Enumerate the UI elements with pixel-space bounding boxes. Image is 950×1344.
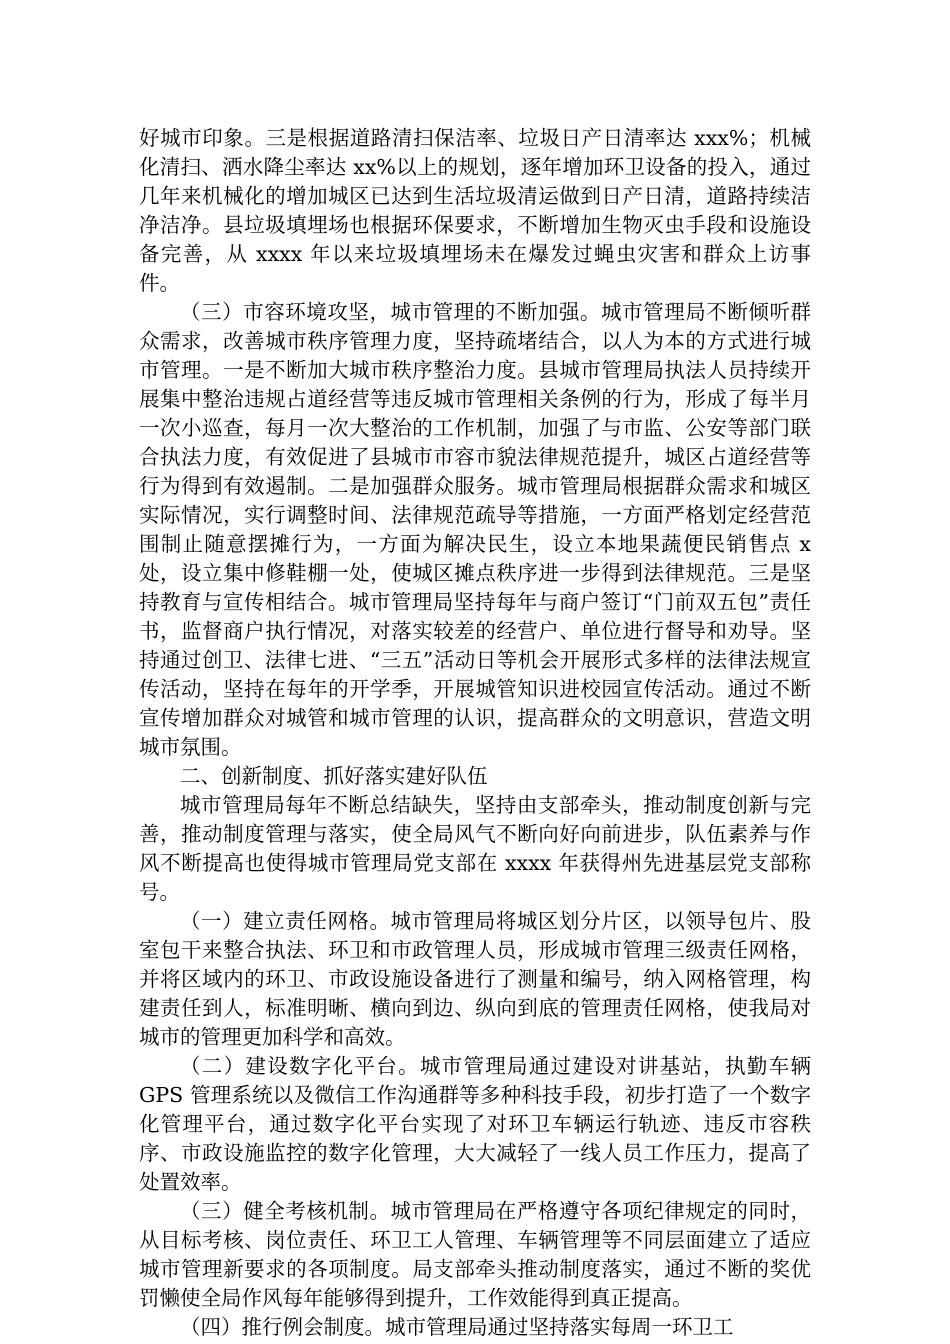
paragraph-digital-platform: （二）建设数字化平台。城市管理局通过建设对讲基站，执勤车辆 GPS 管理系统以及微信工作沟通群等多种科技手段，初步打造了一个数字化管理平台，通过数字化平台实现了对环卫车辆运行轨迹、违反市容秩序、市政设施监控的数字化管理，大大减轻了一线人员工作压力，提高了处置效率。 [139,1054,811,1194]
document-page [139,124,811,1342]
paragraph-sanitation-continuation: 好城市印象。三是根据道路清扫保洁率、垃圾日产日清率达 xxx%；机械化清扫、洒水降尘率达 xx%以上的规划，逐年增加环卫设备的投入，通过几年来机械化的增加城区已达到生活垃圾清运做到日产日清，道路持续洁净洁净。县垃圾填埋场也根据环保要求，不断增加生物灭虫手段和设施设备完善，从 xxxx 年以来垃圾填埋场未在爆发过蝇虫灾害和群众上访事件。 [139,126,811,295]
paragraph-responsibility-grid: （一）建立责任网格。城市管理局将城区划分片区，以领导包片、股室包干来整合执法、环卫和市政管理人员，形成城市管理三级责任网格，并将区域内的环卫、市政设施设备进行了测量和编号，纳入网格管理，构建责任到人，标准明晰、横向到边、纵向到底的管理责任网格，使我局对城市的管理更加科学和高效。 [139,909,811,1049]
paragraph-assessment-mechanism: （三）健全考核机制。城市管理局在严格遵守各项纪律规定的同时，从目标考核、岗位责任、环卫工人管理、车辆管理等不同层面建立了适应城市管理新要求的各项制度。局支部牵头推动制度落实，通过不断的奖优罚懒使全局作风每年能够得到提升，工作效能得到真正提高。 [139,1199,811,1310]
paragraph-team-building: 城市管理局每年不断总结缺失，坚持由支部牵头，推动制度创新与完善，推动制度管理与落实，使全局风气不断向好向前进步，队伍素养与作风不断提高也使得城市管理局党支部在 xxxx 年获得州先进基层党支部称号。 [139,793,811,904]
paragraph-regular-meetings: （四）推行例会制度。城市管理局通过坚持落实每周一环卫工 [180,1315,734,1339]
paragraph-city-appearance: （三）市容环境攻坚，城市管理的不断加强。城市管理局不断倾听群众需求，改善城市秩序管理力度，坚持疏堵结合，以人为本的方式进行城市管理。一是不断加大城市秩序整治力度。县城市管理局执法人员持续开展集中整治违规占道经营等违反城市管理相关条例的行为，形成了每半月一次小巡查，每月一次大整治的工作机制，加强了与市监、公安等部门联合执法力度，有效促进了县城市市容市貌法律规范提升，城区占道经营等行为得到有效遏制。二是加强群众服务。城市管理局根据群众需求和城区实际情况，实行调整时间、法律规范疏导等措施，一方面严格划定经营范围制止随意摆摊行为，一方面为解决民生，设立本地果蔬便民销售点 x 处，设立集中修鞋棚一处，使城区摊点秩序进一步得到法律规范。三是坚持教育与宣传相结合。城市管理局坚持每年与商户签订“门前双五包”责任书，监督商户执行情况，对落实较差的经营户、单位进行督导和劝导。坚持通过创卫、法律七进、“三五”活动日等机会开展形式多样的法律法规宣传活动，坚持在每年的开学季，开展城管知识进校园宣传活动。通过不断宣传增加群众对城管和城市管理的认识，提高群众的文明意识，营造文明城市氛围。 [139,300,811,759]
section-heading-innovation: 二、创新制度、抓好落实建好队伍 [180,764,488,788]
